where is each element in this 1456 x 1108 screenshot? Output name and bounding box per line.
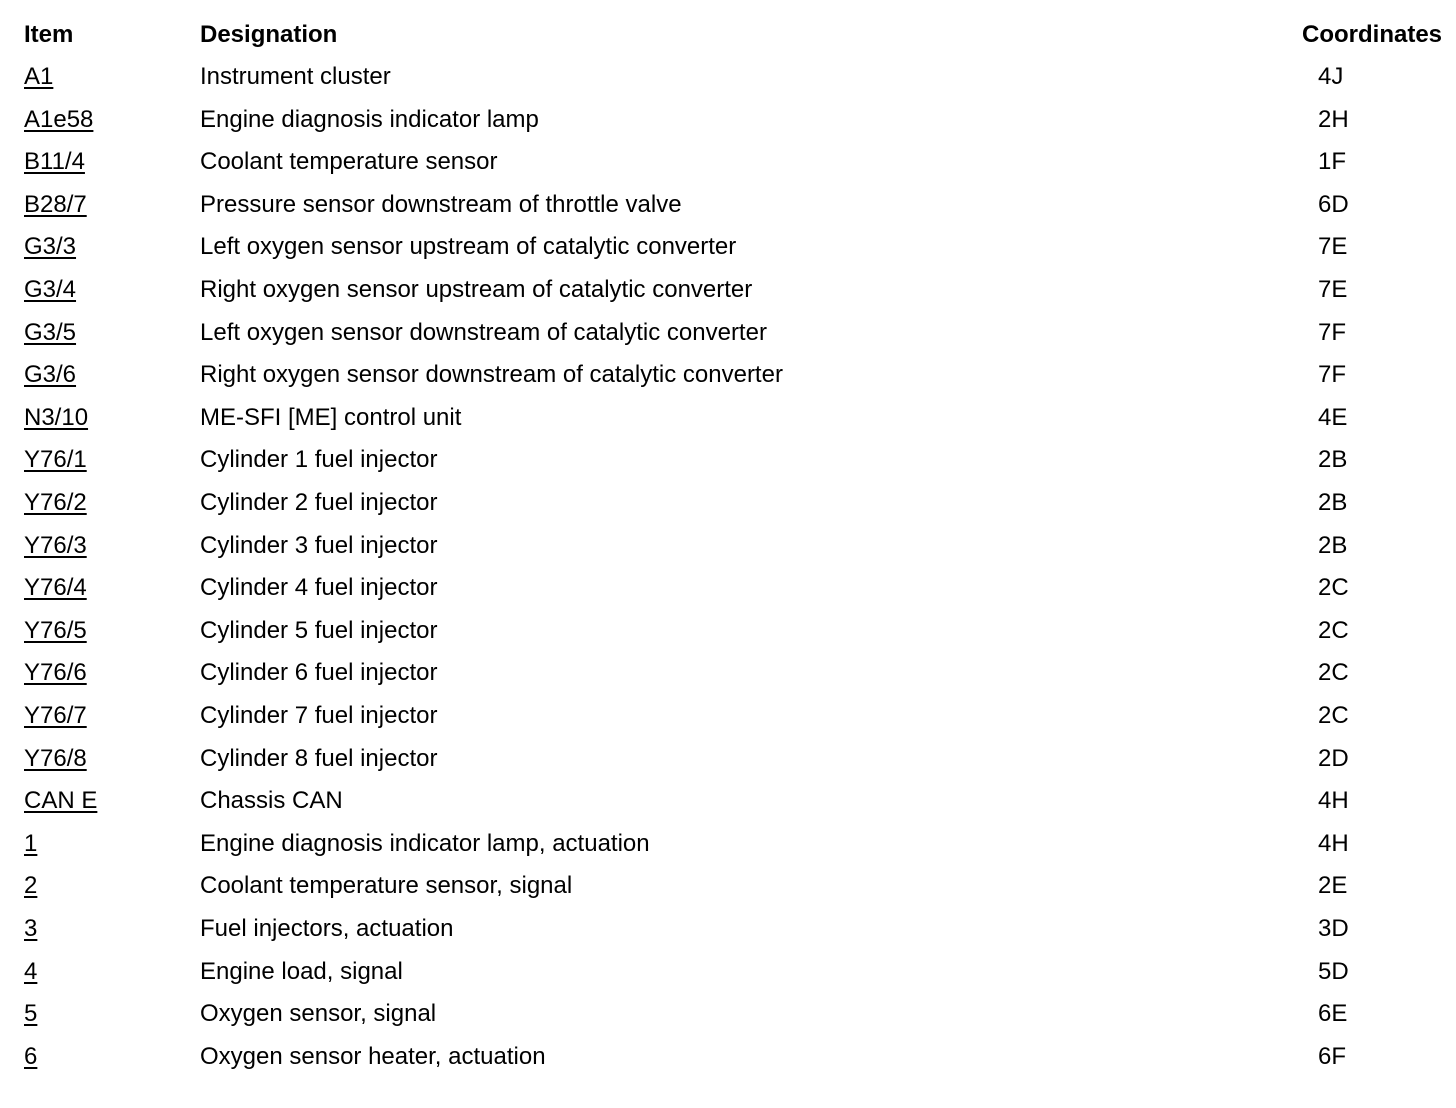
item-link[interactable]: G3/3 [24, 233, 77, 261]
item-link[interactable]: Y76/7 [24, 702, 87, 729]
table-row [0, 914, 1456, 944]
item-link[interactable]: A1 [24, 63, 54, 90]
coordinates-cell: 2D [1318, 744, 1349, 772]
coordinates-cell: 2E [1318, 872, 1348, 900]
coordinates-cell: 7E [1318, 233, 1348, 261]
table-row [0, 744, 1456, 774]
table-row [0, 829, 1456, 859]
item-link[interactable]: Y76/6 [24, 659, 87, 687]
coordinates-cell: 7E [1318, 276, 1348, 303]
coordinates-cell: 4E [1318, 403, 1348, 431]
table-row [0, 232, 1456, 262]
table-row [0, 616, 1456, 646]
designation-cell: Oxygen sensor heater, actuation [200, 1042, 546, 1070]
item-link[interactable]: 2 [24, 872, 38, 900]
table-row [0, 957, 1456, 987]
coordinates-cell: 5D [1318, 957, 1349, 985]
header-coordinates: Coordinates [1302, 21, 1443, 48]
designation-cell: Cylinder 2 fuel injector [200, 489, 438, 516]
designation-cell: Engine load, signal [200, 957, 403, 985]
table-row [0, 701, 1456, 731]
coordinates-cell: 2B [1318, 489, 1348, 516]
designation-cell: Cylinder 1 fuel injector [200, 446, 438, 474]
designation-cell: Cylinder 8 fuel injector [200, 744, 438, 772]
coordinates-cell: 7F [1318, 318, 1347, 346]
item-link[interactable]: CAN E [24, 787, 98, 815]
table-header-row [0, 0, 1456, 48]
designation-cell: ME-SFI [ME] control unit [200, 403, 462, 431]
table-row [0, 403, 1456, 433]
designation-cell: Chassis CAN [200, 787, 343, 815]
coordinates-cell: 6E [1318, 1000, 1348, 1028]
item-link[interactable]: G3/5 [24, 318, 77, 346]
item-link[interactable]: N3/10 [24, 403, 89, 431]
item-link[interactable]: G3/4 [24, 276, 77, 303]
designation-cell: Cylinder 3 fuel injector [200, 531, 438, 559]
coordinates-cell: 2C [1318, 702, 1349, 729]
coordinates-cell: 2B [1318, 531, 1348, 559]
item-link[interactable]: 6 [24, 1042, 38, 1070]
coordinates-cell: 6F [1318, 1042, 1347, 1070]
designation-cell: Left oxygen sensor upstream of catalytic converter [200, 233, 737, 261]
designation-cell: Left oxygen sensor downstream of catalytic converter [200, 318, 767, 346]
coordinates-cell: 6D [1318, 190, 1349, 218]
item-link[interactable]: G3/6 [24, 361, 77, 389]
coordinates-cell: 2C [1318, 616, 1349, 644]
designation-cell: Coolant temperature sensor [200, 148, 498, 176]
designation-cell: Cylinder 6 fuel injector [200, 659, 438, 687]
table-row [0, 1042, 1456, 1072]
coordinates-cell: 4J [1318, 63, 1344, 90]
item-link[interactable]: B28/7 [24, 190, 87, 218]
item-link[interactable]: Y76/3 [24, 531, 87, 559]
coordinates-cell: 4H [1318, 787, 1349, 815]
table-row [0, 62, 1456, 92]
item-link[interactable]: 1 [24, 829, 38, 857]
table-row [0, 318, 1456, 348]
table-row [0, 488, 1456, 518]
table-row [0, 786, 1456, 816]
table-row [0, 573, 1456, 603]
designation-cell: Cylinder 7 fuel injector [200, 702, 438, 729]
coordinates-cell: 3D [1318, 915, 1349, 942]
table-row [0, 275, 1456, 305]
table-row [0, 999, 1456, 1029]
item-link[interactable]: 4 [24, 957, 38, 985]
coordinates-cell: 7F [1318, 361, 1347, 389]
item-link[interactable]: Y76/8 [24, 744, 87, 772]
item-link[interactable]: 5 [24, 1000, 38, 1028]
coordinates-cell: 2H [1318, 105, 1349, 133]
item-link[interactable]: Y76/4 [24, 574, 87, 602]
table-row [0, 531, 1456, 561]
item-link[interactable]: Y76/2 [24, 489, 87, 516]
table-row [0, 445, 1456, 475]
table-row [0, 190, 1456, 220]
table-row [0, 658, 1456, 688]
designation-cell: Engine diagnosis indicator lamp [200, 105, 539, 133]
designation-cell: Instrument cluster [200, 63, 391, 90]
designation-cell: Right oxygen sensor downstream of catalytic converter [200, 361, 783, 389]
coordinates-cell: 2B [1318, 446, 1348, 474]
table-row [0, 360, 1456, 390]
item-link[interactable]: B11/4 [24, 148, 85, 176]
table-row [0, 871, 1456, 901]
designation-cell: Coolant temperature sensor, signal [200, 872, 573, 900]
header-item: Item [24, 21, 74, 48]
coordinates-cell: 2C [1318, 659, 1349, 687]
coordinates-cell: 2C [1318, 574, 1349, 602]
item-link[interactable]: 3 [24, 915, 38, 942]
designation-cell: Cylinder 4 fuel injector [200, 574, 438, 602]
coordinates-cell: 4H [1318, 829, 1349, 857]
item-link[interactable]: Y76/1 [24, 446, 87, 474]
item-link[interactable]: Y76/5 [24, 616, 87, 644]
coordinates-cell: 1F [1318, 148, 1347, 176]
designation-cell: Pressure sensor downstream of throttle valve [200, 190, 682, 218]
designation-cell: Fuel injectors, actuation [200, 915, 454, 942]
table-row [0, 147, 1456, 177]
designation-cell: Right oxygen sensor upstream of catalytic converter [200, 276, 753, 303]
designation-cell: Engine diagnosis indicator lamp, actuation [200, 829, 650, 857]
designation-cell: Oxygen sensor, signal [200, 1000, 437, 1028]
item-link[interactable]: A1e58 [24, 105, 94, 133]
designation-cell: Cylinder 5 fuel injector [200, 616, 438, 644]
header-designation: Designation [200, 21, 338, 48]
table-row [0, 105, 1456, 135]
